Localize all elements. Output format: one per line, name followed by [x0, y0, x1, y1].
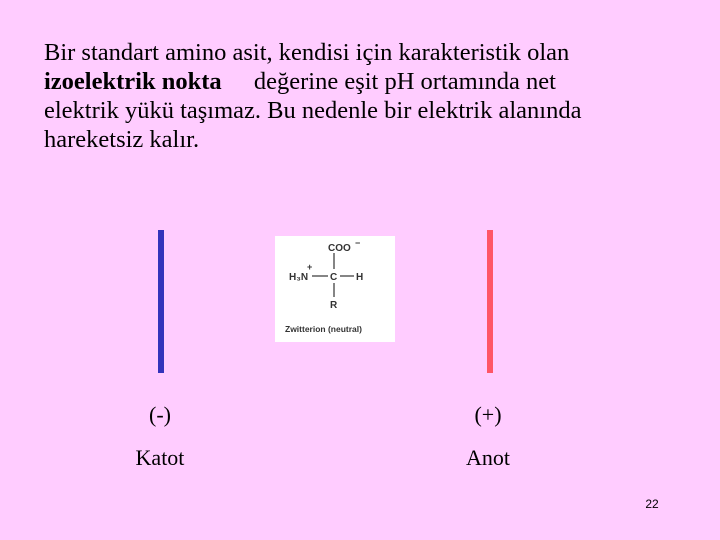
anode-sign: (+)	[474, 402, 502, 427]
alpha-carbon: C	[330, 272, 338, 283]
paragraph-line-1: Bir standart amino asit, kendisi için karakteristik olan	[44, 39, 570, 66]
anode-label: Anot	[466, 445, 510, 470]
paragraph-line-3: elektrik yükü taşımaz. Bu nedenle bir elektrik alanında	[44, 97, 582, 124]
paragraph-line-2-rest: değerine eşit pH ortamında net	[253, 68, 556, 95]
carboxylate-charge: −	[355, 238, 361, 248]
side-chain-r: R	[330, 300, 338, 311]
zwitterion-structure-image	[275, 236, 395, 342]
paragraph-line-4: hareketsiz kalır.	[44, 126, 200, 153]
zwitterion-structure-diagram	[275, 236, 395, 342]
paragraph-line-2	[44, 67, 684, 96]
carboxylate-group: COO	[328, 243, 351, 254]
ammonium-charge: +	[307, 262, 313, 272]
isoelectric-point-term: izoelektrik nokta	[44, 68, 222, 95]
hydrogen-atom: H	[356, 272, 364, 283]
zwitterion-caption: Zwitterion (neutral)	[285, 324, 362, 334]
page-number: 22	[645, 497, 659, 511]
anode-electrode	[487, 230, 493, 373]
body-paragraph	[44, 38, 684, 154]
cathode-electrode	[158, 230, 164, 373]
cathode-label: Katot	[135, 445, 185, 470]
ammonium-group: H₃N	[289, 272, 309, 283]
cathode-sign: (-)	[149, 402, 171, 427]
